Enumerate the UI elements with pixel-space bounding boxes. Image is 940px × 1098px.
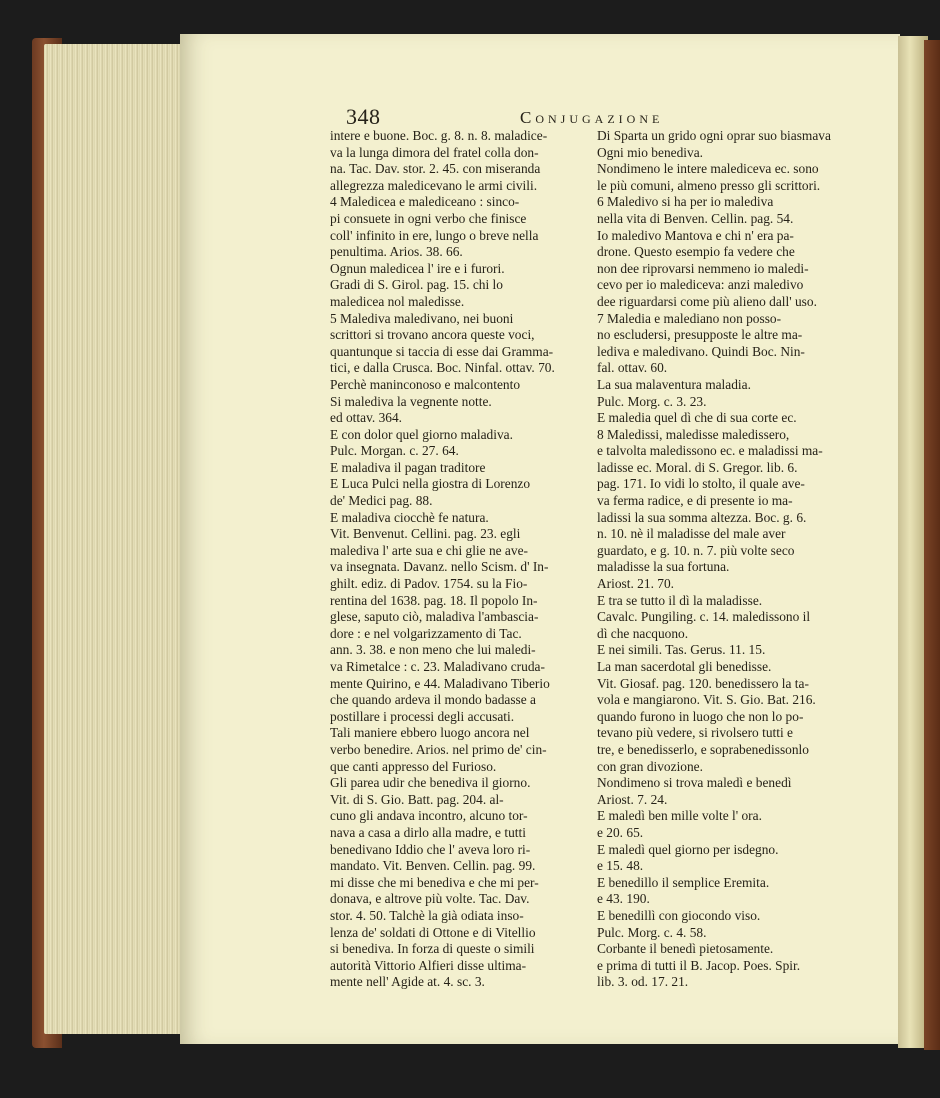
text-line: Corbante il benedì pietosamente.	[597, 941, 774, 957]
text-line: que canti appresso del Furioso.	[330, 758, 497, 774]
text-line: e talvolta maledissono ec. e maladissi ma-	[597, 443, 823, 459]
text-line: mandato. Vit. Benven. Cellin. pag. 99.	[330, 858, 536, 874]
text-line: Io maledivo Mantova e chi n' era pa-	[597, 227, 794, 243]
text-line: maladisse la sua fortuna.	[597, 559, 730, 575]
text-line: E benedillì con giocondo viso.	[597, 907, 761, 923]
text-line: postillare i processi degli accusati.	[330, 708, 515, 724]
text-line: E benedillo il semplice Eremita.	[597, 874, 770, 890]
text-line: Vit. Benvenut. Cellini. pag. 23. egli	[330, 526, 521, 542]
text-line: dì che nacquono.	[597, 625, 689, 641]
text-line: pag. 171. Io vidi lo stolto, il quale ave-	[597, 476, 805, 492]
text-line: nella vita di Benven. Cellin. pag. 54.	[597, 210, 794, 226]
text-line: donava, e altrove più volte. Tac. Dav.	[330, 891, 530, 907]
text-line: fal. ottav. 60.	[597, 360, 668, 376]
text-line: E maledì ben mille volte l' ora.	[597, 808, 762, 824]
text-line: mente nell' Agide at. 4. sc. 3.	[330, 974, 485, 990]
text-line: maledicea nol maledisse.	[330, 293, 465, 309]
text-line: dore : e nel volgarizzamento di Tac.	[330, 625, 522, 641]
text-line: stor. 4. 50. Talchè la già odiata inso-	[330, 907, 524, 923]
text-line: tici, e dalla Crusca. Boc. Ninfal. ottav. 70.	[330, 360, 555, 376]
text-line: Ariost. 7. 24.	[597, 791, 668, 807]
text-line: n. 10. nè il maladisse del male aver	[597, 526, 786, 542]
text-line: quando furono in luogo che non lo po-	[597, 708, 804, 724]
text-line: Ogni mio benediva.	[597, 144, 703, 160]
text-line: non dee riprovarsi nemmeno io maledi-	[597, 260, 809, 276]
text-line: 7 Maledia e malediano non posso-	[597, 310, 782, 326]
text-line: Gradi di S. Girol. pag. 15. chi lo	[330, 277, 503, 293]
running-head: Conjugazione	[520, 108, 664, 127]
text-line: E con dolor quel giorno maladiva.	[330, 426, 513, 442]
text-line: no escludersi, presupposte le altre ma-	[597, 327, 803, 343]
text-line: e 43. 190.	[597, 891, 650, 907]
text-line: malediva l' arte sua e chi glie ne ave-	[330, 542, 528, 558]
text-line: 8 Maledissi, maledisse maledissero,	[597, 426, 790, 442]
text-line: La man sacerdotal gli benedisse.	[597, 659, 772, 674]
text-line: E Luca Pulci nella giostra di Lorenzo	[330, 476, 531, 492]
text-line: va ferma radice, e di presente io ma-	[597, 493, 793, 509]
text-line: quantunque si taccia di esse dai Gramma-	[330, 343, 554, 359]
text-line: ann. 3. 38. e non meno che lui maledi-	[330, 642, 536, 658]
text-line: tre, e benedisserlo, e soprabenedissonlo	[597, 741, 809, 757]
text-line: benedivano Iddio che l' aveva loro ri-	[330, 841, 531, 857]
text-line: cevo per io malediceva: anzi maledivo	[597, 277, 804, 293]
text-line: nava a casa a dirlo alla madre, e tutti	[330, 824, 526, 840]
text-line: ed ottav. 364.	[330, 410, 403, 426]
text-line: dee riguardarsi come più alieno dall' uso.	[597, 293, 817, 309]
text-line: guardato, e g. 10. n. 7. più volte seco	[597, 542, 795, 558]
text-line: lediva e maledivano. Quindi Boc. Nin-	[597, 343, 805, 359]
text-line: Gli parea udir che benediva il giorno.	[330, 775, 531, 791]
text-line: scrittori si trovano ancora queste voci,	[330, 327, 535, 343]
text-line: pi consuete in ogni verbo che finisce	[330, 210, 527, 226]
text-line: Nondimeno si trova maledì e benedì	[597, 775, 792, 791]
text-line: e 15. 48.	[597, 858, 644, 874]
text-line: Tali maniere ebbero luogo ancora nel	[330, 725, 530, 741]
text-line: Perchè maninconoso e malcontento	[330, 376, 521, 392]
text-line: intere e buone. Boc. g. 8. n. 8. maladice-	[330, 128, 548, 143]
text-line: e prima di tutti il B. Jacop. Poes. Spir.	[597, 957, 801, 973]
book-cover-right	[924, 40, 940, 1050]
text-line: si benediva. In forza di queste o simili	[330, 941, 535, 957]
text-line: va la lunga dimora del fratel colla don-	[330, 144, 539, 160]
text-line: drone. Questo esempio fa vedere che	[597, 244, 795, 260]
text-line: Di Sparta un grido ogni oprar suo biasmava	[597, 128, 831, 143]
text-line: Pulc. Morg. c. 4. 58.	[597, 924, 707, 940]
text-line: Ognun maledicea l' ire e i furori.	[330, 260, 505, 276]
text-line: Pulc. Morgan. c. 27. 64.	[330, 443, 459, 459]
text-line: 6 Maledivo si ha per io malediva	[597, 194, 774, 210]
text-line: glese, saputo ciò, maladiva l'ambascia-	[330, 609, 539, 625]
text-line: allegrezza maledicevano le armi civili.	[330, 177, 538, 193]
text-line: E maladiva ciocchè fe natura.	[330, 509, 489, 525]
text-line: verbo benedire. Arios. nel primo de' cin-	[330, 741, 547, 757]
text-line: na. Tac. Dav. stor. 2. 45. con miseranda	[330, 161, 541, 177]
text-line: E maledia quel dì che di sua corte ec.	[597, 410, 797, 426]
text-line: penultima. Arios. 38. 66.	[330, 244, 463, 260]
text-line: mente Quirino, e 44. Maladivano Tiberio	[330, 675, 550, 691]
text-line: rentina del 1638. pag. 18. Il popolo In-	[330, 592, 538, 608]
text-line: ladissi la sua somma altezza. Boc. g. 6.	[597, 509, 807, 525]
page-block-edges	[44, 44, 194, 1034]
text-line: lib. 3. od. 17. 21.	[597, 974, 689, 990]
text-line: E nei simili. Tas. Gerus. 11. 15.	[597, 642, 766, 658]
right-column	[597, 128, 855, 991]
text-line: ladisse ec. Moral. di S. Gregor. lib. 6.	[597, 459, 798, 475]
text-line: E maledì quel giorno per isdegno.	[597, 841, 779, 857]
text-line: 4 Maledicea e malediceano : sinco-	[330, 194, 520, 210]
text-line: ghilt. ediz. di Padov. 1754. su la Fio-	[330, 576, 528, 592]
text-line: Cavalc. Pungiling. c. 14. maledissono il	[597, 609, 811, 625]
text-line: Pulc. Morg. c. 3. 23.	[597, 393, 707, 409]
text-line: Vit. di S. Gio. Batt. pag. 204. al-	[330, 791, 504, 807]
text-line: con gran divozione.	[597, 758, 703, 774]
text-line: E tra se tutto il dì la maladisse.	[597, 592, 763, 608]
text-line: de' Medici pag. 88.	[330, 493, 433, 509]
text-line: tevano più vedere, si rivolsero tutti e	[597, 725, 793, 741]
page-number: 348	[346, 104, 381, 129]
text-line: vola e mangiarono. Vit. S. Gio. Bat. 216.	[597, 692, 816, 708]
text-line: La sua malaventura maladia.	[597, 376, 751, 392]
text-line: lenza de' soldati di Ottone e di Vitellio	[330, 924, 536, 940]
text-line: le più comuni, almeno presso gli scrittori.	[597, 177, 821, 193]
text-line: E maladiva il pagan traditore	[330, 459, 486, 475]
left-column	[330, 128, 585, 991]
text-line: cuno gli andava incontro, alcuno tor-	[330, 808, 528, 824]
text-line: Ariost. 21. 70.	[597, 576, 674, 592]
text-line: Nondimeno le intere malediceva ec. sono	[597, 161, 819, 177]
text-line: che quando ardeva il mondo badasse a	[330, 692, 536, 708]
text-line: coll' infinito in ere, lungo o breve nella	[330, 227, 539, 243]
text-line: Si malediva la vegnente notte.	[330, 393, 492, 409]
text-line: va Rimetalce : c. 23. Maladivano cruda-	[330, 659, 545, 674]
text-line: autorità Vittorio Alfieri disse ultima-	[330, 957, 527, 973]
text-line: Vit. Giosaf. pag. 120. benedissero la ta-	[597, 675, 809, 691]
text-line: 5 Malediva maledivano, nei buoni	[330, 310, 514, 326]
text-line: va insegnata. Davanz. nello Scism. d' In-	[330, 559, 549, 575]
text-line: mi disse che mi benediva e che mi per-	[330, 874, 539, 890]
text-line: e 20. 65.	[597, 824, 644, 840]
